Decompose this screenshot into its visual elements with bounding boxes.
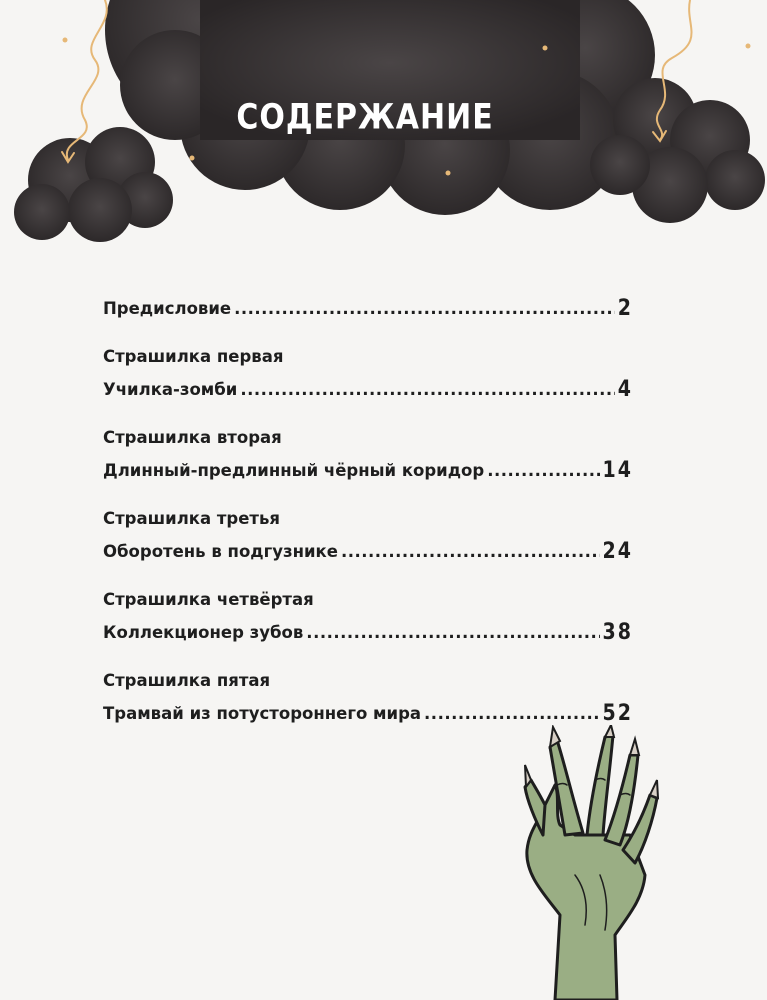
- table-of-contents: [103, 292, 633, 746]
- entry-title: Длинный-предлинный чёрный коридор: [103, 461, 485, 480]
- entry-title: Училка-зомби: [103, 380, 238, 399]
- toc-entry-story-2[interactable]: [103, 422, 633, 486]
- entry-title: Трамвай из потустороннего мира: [103, 704, 422, 723]
- toc-entry-story-3[interactable]: [103, 503, 633, 567]
- page-number: 4: [617, 376, 633, 402]
- entry-title: Коллекционер зубов: [103, 623, 304, 642]
- page-number: 38: [602, 619, 633, 645]
- dot-leader: [306, 617, 599, 649]
- toc-entry-story-5[interactable]: [103, 665, 633, 729]
- toc-entry-story-4[interactable]: [103, 584, 633, 648]
- dot-leader: [240, 374, 614, 406]
- story-label: Страшилка вторая: [103, 428, 282, 447]
- dot-leader: [487, 455, 599, 487]
- toc-entry-foreword[interactable]: [103, 292, 633, 324]
- page-number: 2: [617, 295, 633, 321]
- zombie-hand-icon: [505, 725, 675, 1000]
- dot-leader: [341, 536, 600, 568]
- story-label: Страшилка первая: [103, 347, 284, 366]
- story-label: Страшилка четвёртая: [103, 590, 314, 609]
- entry-title: Оборотень в подгузнике: [103, 542, 338, 561]
- dot-leader: [234, 293, 615, 325]
- story-label: Страшилка третья: [103, 509, 281, 528]
- toc-entry-story-1[interactable]: [103, 341, 633, 405]
- page-number: 24: [602, 538, 633, 564]
- page-number: 52: [602, 700, 633, 726]
- story-label: Страшилка пятая: [103, 671, 271, 690]
- left-cloud-icon: [14, 127, 173, 242]
- entry-title: Предисловие: [103, 299, 232, 318]
- page-number: 14: [602, 457, 633, 483]
- page-title: СОДЕРЖАНИЕ: [236, 97, 494, 138]
